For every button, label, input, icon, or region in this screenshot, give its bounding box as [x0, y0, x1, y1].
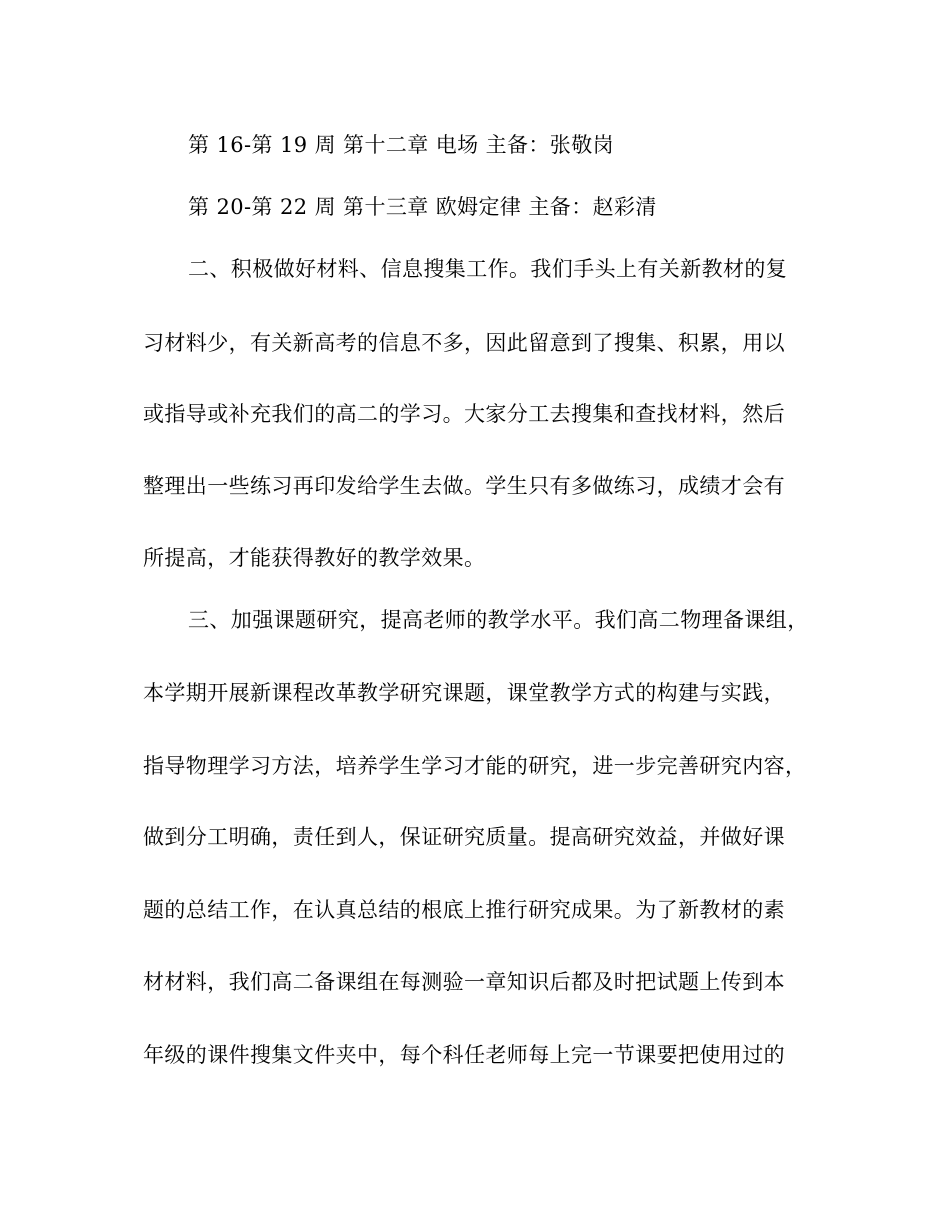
- schedule-line-week-16-19: 第 16-第 19 周 第十二章 电场 主备：张敬岗: [188, 133, 614, 157]
- paragraph-3-line-5: 题的总结工作，在认真总结的根底上推行研究成果。为了新教材的素: [143, 898, 785, 922]
- paragraph-3-line-2: 本学期开展新课程改革教学研究课题，课堂教学方式的构建与实践，: [143, 681, 785, 705]
- paragraph-3-line-6: 材材料，我们高二备课组在每测验一章知识后都及时把试题上传到本: [143, 970, 785, 994]
- paragraph-3-line-7: 年级的课件搜集文件夹中，每个科任老师每上完一节课要把使用过的: [143, 1043, 785, 1067]
- paragraph-3-line-1: 三、加强课题研究，提高老师的教学水平。我们高二物理备课组，: [188, 608, 809, 632]
- paragraph-2-line-2: 习材料少，有关新高考的信息不多，因此留意到了搜集、积累，用以: [143, 331, 785, 355]
- schedule-line-week-20-22: 第 20-第 22 周 第十三章 欧姆定律 主备：赵彩清: [188, 195, 657, 219]
- paragraph-2-line-5: 所提高，才能获得教好的教学效果。: [143, 546, 486, 570]
- paragraph-3-line-4: 做到分工明确，责任到人，保证研究质量。提高研究效益，并做好课: [143, 825, 785, 849]
- paragraph-2-line-3: 或指导或补充我们的高二的学习。大家分工去搜集和查找材料，然后: [143, 402, 785, 426]
- paragraph-2-line-4: 整理出一些练习再印发给学生去做。学生只有多做练习，成绩才会有: [143, 474, 785, 498]
- paragraph-3-line-3: 指导物理学习方法，培养学生学习才能的研究，进一步完善研究内容，: [143, 754, 807, 778]
- paragraph-2-line-1: 二、积极做好材料、信息搜集工作。我们手头上有关新教材的复: [188, 257, 788, 281]
